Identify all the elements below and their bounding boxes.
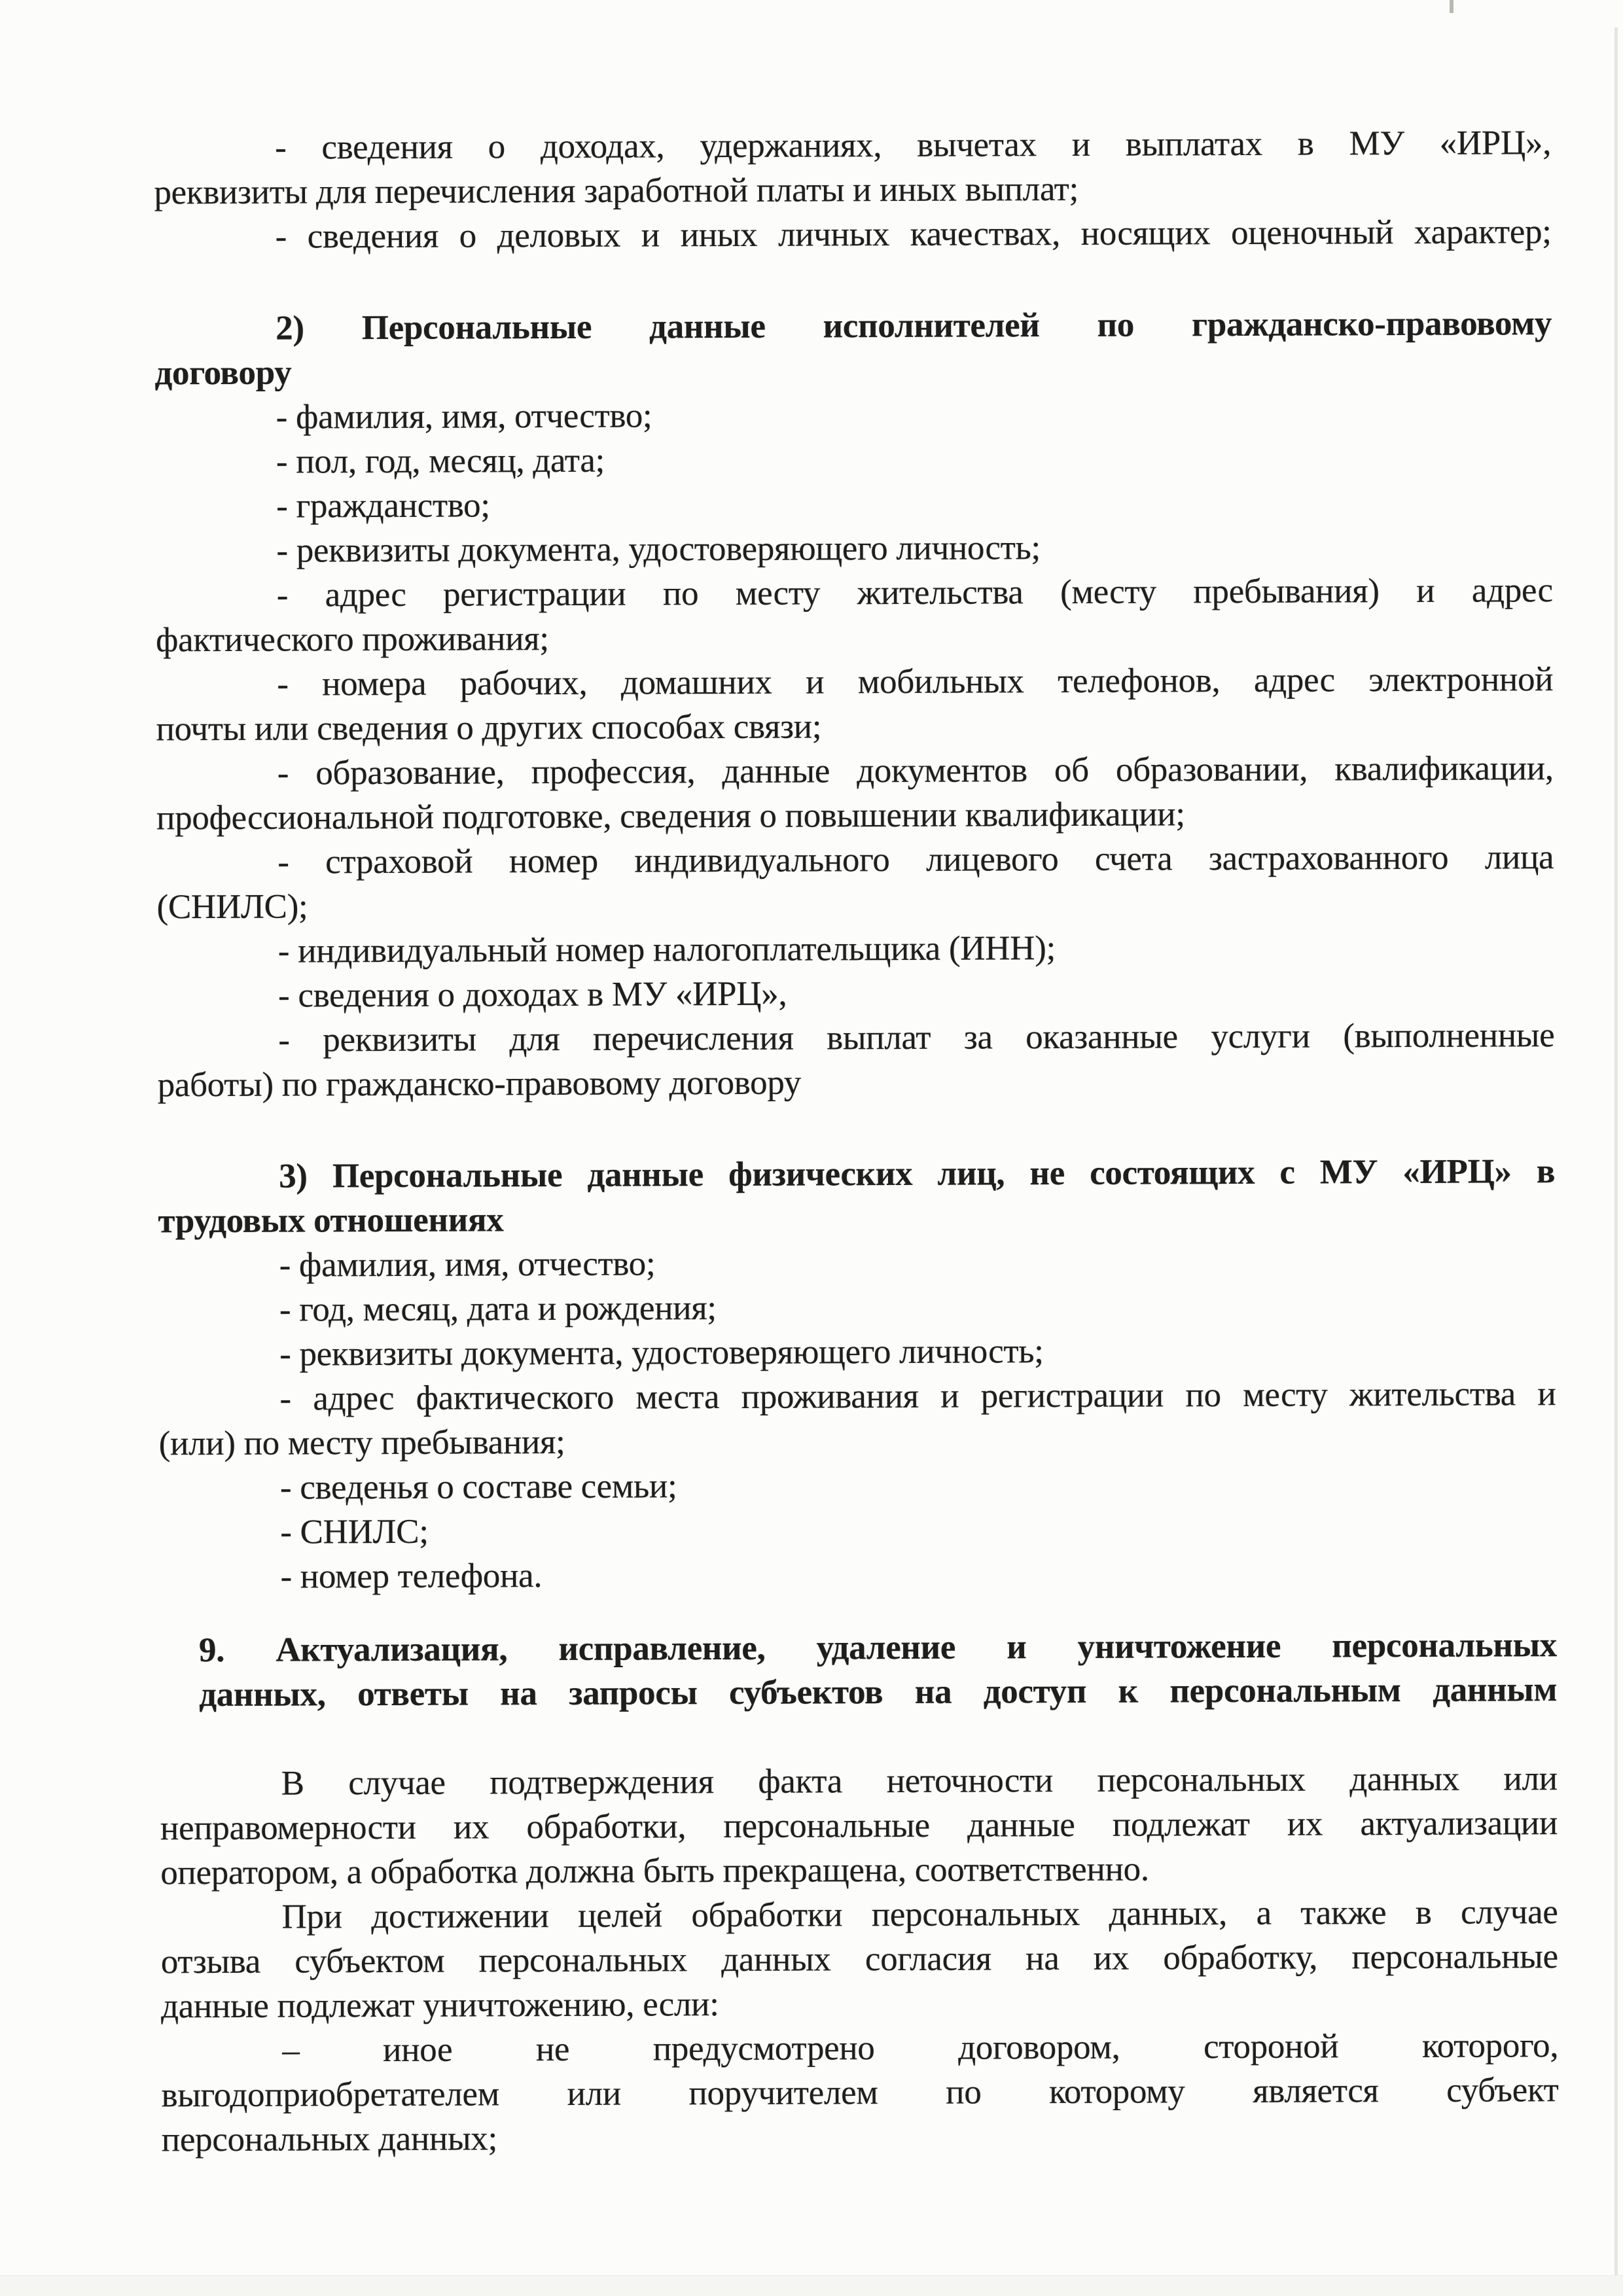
paragraph: [158, 1238, 1556, 1288]
text-line: - страховой номер индивидуального лицевого счета застрахованного лица: [277, 838, 1554, 881]
text-line: - фамилия, имя, отчество;: [276, 397, 652, 436]
paragraph: [158, 1282, 1556, 1332]
scan-artifact-right-edge-line: [1614, 27, 1618, 2296]
section-heading: [158, 1149, 1556, 1243]
text-line: данные подлежат уничтожению, если:: [160, 1985, 719, 2026]
text-line: - пол, год, месяц, дата;: [276, 441, 605, 481]
text-line: 9. Актуализация, исправление, удаление и уничтожение персональных: [198, 1626, 1558, 1670]
paragraph: [159, 1549, 1556, 1599]
text-line: выгодоприобретателем или поручителем по которому является субъект: [161, 2071, 1559, 2115]
paragraph: [161, 2023, 1559, 2162]
paragraph: [158, 1327, 1556, 1377]
paragraph: [155, 434, 1552, 484]
text-line: (или) по месту пребывания;: [158, 1422, 565, 1463]
paragraph: [155, 479, 1552, 529]
paragraph: [157, 968, 1554, 1018]
section-heading: [154, 301, 1552, 395]
text-line: (СНИЛС);: [156, 887, 308, 927]
text-line: - СНИЛС;: [280, 1512, 429, 1551]
text-line: - сведения о деловых и иных личных качествах, носящих оценочный характер;: [275, 213, 1552, 256]
paragraph: [157, 1013, 1555, 1107]
text-line: - индивидуальный номер налогоплательщика (ИНН);: [277, 929, 1056, 970]
paragraph: [156, 657, 1554, 751]
scan-artifact-top-tick: [1450, 0, 1454, 13]
text-line: - адрес фактического места проживания и регистрации по месту жительства и: [279, 1375, 1556, 1418]
paragraph: [159, 1505, 1556, 1555]
paragraph: [155, 523, 1552, 573]
text-line: работы) по гражданско-правовому договору: [157, 1063, 802, 1104]
text-line: - реквизиты для перечисления выплат за оказанные услуги (выполненные: [278, 1016, 1555, 1059]
paragraph: [157, 924, 1554, 974]
text-line: - фамилия, имя, отчество;: [279, 1245, 656, 1284]
section-heading: [160, 1623, 1558, 1717]
text-line: - номера рабочих, домашних и мобильных телефонов, адрес электронной: [277, 660, 1554, 703]
text-line: - сведения о доходах в МУ «ИРЦ»,: [277, 974, 787, 1015]
text-line: профессиональной подготовке, сведения о повышении квалификации;: [156, 795, 1185, 838]
text-line: трудовых отношениях: [158, 1201, 504, 1241]
text-line: - гражданство;: [276, 486, 490, 525]
paragraph: [154, 209, 1552, 259]
paragraph: [160, 1890, 1558, 2028]
paragraph: [159, 1460, 1556, 1510]
paragraph: [155, 390, 1552, 440]
text-line: 2) Персональные данные исполнителей по гражданско-правовому: [276, 304, 1552, 347]
paragraph: [158, 1371, 1556, 1466]
text-line: - образование, профессия, данные документов об образовании, квалификации,: [277, 749, 1554, 792]
text-line: фактического проживания;: [155, 620, 549, 660]
scan-artifact-bottom-strip: [0, 2275, 1623, 2296]
text-line: - сведенья о составе семьи;: [279, 1467, 677, 1507]
text-line: - реквизиты документа, удостоверяющего личность;: [276, 529, 1041, 570]
text-line: – иное не предусмотрено договором, стороной которого,: [282, 2026, 1559, 2070]
text-line: договору: [154, 353, 292, 393]
text-line: персональных данных;: [161, 2119, 498, 2159]
text-line: - сведения о доходах, удержаниях, вычетах и выплатах в МУ «ИРЦ»,: [275, 124, 1552, 167]
text-line: неправомерности их обработки, персональные данные подлежат их актуализации: [160, 1804, 1558, 1848]
paragraph: [156, 746, 1554, 840]
text-line: - номер телефона.: [280, 1557, 543, 1596]
text-line: - адрес регистрации по месту жительства (месту пребывания) и адрес: [276, 571, 1553, 614]
text-line: - реквизиты документа, удостоверяющего личность;: [279, 1332, 1044, 1373]
text-line: реквизиты для перечисления заработной платы и иных выплат;: [154, 169, 1079, 212]
text-line: данных, ответы на запросы субъектов на доступ к персональным данным: [199, 1670, 1558, 1714]
text-line: отзыва субъектом персональных данных согласия на их обработку, персональные: [160, 1937, 1558, 1981]
text-line: почты или сведения о других способах связи;: [156, 707, 822, 749]
document-content: [154, 120, 1559, 2162]
paragraph: [160, 1756, 1558, 1895]
paragraph: [156, 568, 1554, 662]
paragraph: [154, 120, 1552, 215]
text-line: 3) Персональные данные физических лиц, не состоящих с МУ «ИРЦ» в: [279, 1152, 1556, 1195]
paragraph: [156, 835, 1554, 929]
text-line: При достижении целей обработки персональных данных, а также в случае: [281, 1893, 1558, 1936]
text-line: оператором, а обработка должна быть прекращена, соответственно.: [160, 1850, 1149, 1892]
text-line: В случае подтверждения факта неточности персональных данных или: [281, 1759, 1558, 1803]
text-line: - год, месяц, дата и рождения;: [279, 1289, 717, 1329]
